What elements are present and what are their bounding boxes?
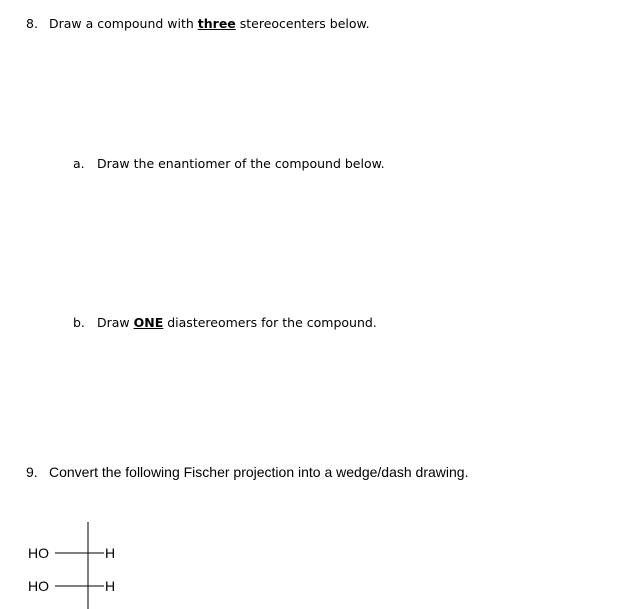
question-8a-text: Draw the enantiomer of the compound below. <box>97 156 385 171</box>
question-8-number: 8. <box>26 16 38 31</box>
question-8b-emphasis: ONE <box>133 315 164 330</box>
question-8-text-after: stereocenters below. <box>235 16 370 31</box>
question-8b-text-after: diastereomers for the compound. <box>163 315 377 330</box>
question-9-text: Convert the following Fischer projection into a wedge/dash drawing. <box>49 464 469 480</box>
question-9-number: 9. <box>26 464 38 480</box>
question-8b-label: b. <box>73 315 85 330</box>
fischer-row2-left: HO <box>28 578 49 594</box>
fischer-row1-right: H <box>105 545 116 561</box>
question-8b-text-before: Draw <box>97 315 134 330</box>
question-8-text-before: Draw a compound with <box>49 16 198 31</box>
fischer-row1-left: HO <box>28 545 49 561</box>
question-8-emphasis: three <box>197 16 236 31</box>
fischer-row2-right: H <box>105 578 116 594</box>
question-8a-label: a. <box>73 156 85 171</box>
